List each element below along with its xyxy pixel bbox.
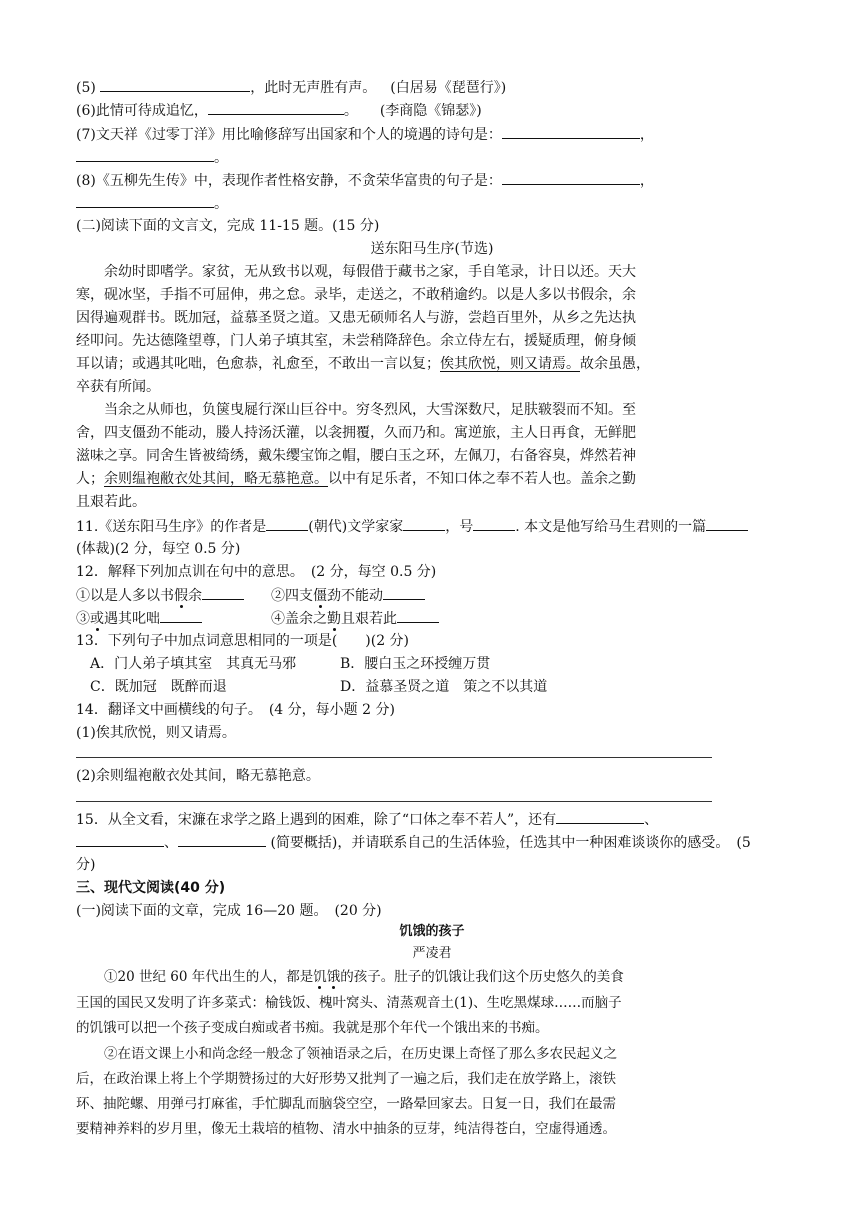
- answer-blank[interactable]: [160, 608, 202, 623]
- section-2-intro: (二)阅读下面的文言文，完成 11-15 题。(15 分): [76, 218, 380, 234]
- question-8: (8)《五柳先生传》中，表现作者性格安静，不贪荣华富贵的句子是： ，: [76, 170, 654, 191]
- answer-blank[interactable]: [473, 516, 515, 531]
- classical-p1-line: 余幼时即嗜学。家贫，无从致书以观，每假借于藏书之家，手自笔录，计日以还。天大: [104, 264, 636, 280]
- classical-p1-line: 寒，砚冰坚，手指不可屈伸，弗之怠。录毕，走送之，不敢稍逾约。以是人多以书假余，余: [76, 287, 636, 303]
- answer-blank[interactable]: [100, 77, 250, 92]
- section-3-heading: 三、现代文阅读(40 分): [76, 880, 226, 896]
- classical-p1-line: 因得遍观群书。既加冠，益慕圣贤之道。又患无硕师名人与游，尝趋百里外，从乡之先达执: [76, 310, 636, 326]
- question-5: (5) ，此时无声胜有声。 (白居易《琵琶行》): [76, 77, 506, 98]
- question-11: 11.《送东阳马生序》的作者是 (朝代)文学家家 ，号 . 本文是他写给马生君则的一篇: [76, 516, 748, 537]
- section-3-intro: (一)阅读下面的文章，完成 16—20 题。 (20 分): [76, 903, 382, 919]
- answer-blank[interactable]: [383, 585, 425, 600]
- underlined-sentence-1: 俟其欣悦，则又请焉。: [440, 356, 580, 372]
- question-7-cont: 。: [76, 147, 228, 168]
- question-11-cont: (体裁)(2 分，每空 0.5 分): [76, 541, 241, 557]
- modern-title: 饥饿的孩子: [399, 924, 465, 939]
- option-a[interactable]: A．门人弟子填其室 其真无马邪: [90, 656, 297, 672]
- modern-p2-line: 要精神养料的岁月里，像无土栽培的植物、清水中抽条的豆芽，纯洁得苍白，空虚得通透。: [76, 1121, 616, 1137]
- classical-p2-line: 舍，四支僵劲不能动，媵人持汤沃灌，以衾拥覆，久而乃和。寓逆旅，主人日再食，无鲜肥: [76, 425, 636, 441]
- question-12-item-2: ②四支僵劲不能动: [271, 585, 425, 606]
- question-12-item-1: ①以是人多以书假余: [76, 585, 244, 606]
- answer-blank[interactable]: [178, 832, 266, 847]
- classical-p1-line: 经叩问。先达德隆望尊，门人弟子填其室，未尝稍降辞色。余立侍左右，援疑质理，俯身倾: [76, 333, 636, 349]
- question-6: (6)此情可待成追忆， 。 (李商隐《锦瑟》): [76, 100, 482, 121]
- answer-line[interactable]: [76, 801, 712, 802]
- question-15-cont: 、 (简要概括)，并请联系自己的生活体验，任选其中一种困难谈谈你的感受。 (5: [76, 832, 751, 853]
- answer-blank[interactable]: [706, 516, 748, 531]
- question-14: 14．翻译文中画横线的句子。 (4 分，每小题 2 分): [76, 702, 395, 718]
- answer-blank[interactable]: [76, 147, 214, 162]
- classical-p1-line: 耳以请；或遇其叱咄，色愈恭，礼愈至，不敢出一言以复；俟其欣悦，则又请焉。故余虽愚，: [76, 356, 650, 372]
- answer-blank[interactable]: [403, 516, 445, 531]
- question-15-cont: 分): [76, 857, 96, 873]
- classical-p2-line: 滋味之享。同舍生皆被绮绣，戴朱缨宝饰之帽，腰白玉之环，左佩刀，右备容臭，烨然若神: [76, 448, 636, 464]
- answer-blank[interactable]: [556, 809, 644, 824]
- answer-blank[interactable]: [76, 832, 164, 847]
- option-d[interactable]: D．益慕圣贤之道 策之不以其道: [340, 679, 548, 695]
- question-12-item-3: ③或遇其叱咄: [76, 608, 202, 629]
- classical-p2-line: 当余之从师也，负箧曳屣行深山巨谷中。穷冬烈风，大雪深数尺，足肤皲裂而不知。至: [104, 402, 636, 418]
- answer-blank[interactable]: [502, 124, 640, 139]
- modern-p2-line: 环、抽陀螺、用弹弓打麻雀，手忙脚乱而脑袋空空，一路晕回家去。日复一日，我们在最需: [76, 1096, 616, 1112]
- question-14-2: (2)余则缊袍敝衣处其间，略无慕艳意。: [76, 768, 320, 784]
- question-12-item-4: ④盖余之勤且艰若此: [271, 608, 439, 629]
- answer-blank[interactable]: [202, 585, 244, 600]
- answer-blank[interactable]: [208, 100, 344, 115]
- option-b[interactable]: B．腰白玉之环授缠万贯: [340, 656, 491, 672]
- question-14-1: (1)俟其欣悦，则又请焉。: [76, 725, 236, 741]
- modern-p1-line: 的饥饿可以把一个孩子变成白痴或者书痴。我就是那个年代一个饿出来的书痴。: [76, 1020, 549, 1036]
- classical-p2-line: 人；余则缊袍敝衣处其间，略无慕艳意。以中有足乐者，不知口体之奉不若人也。盖余之勤: [76, 471, 636, 487]
- modern-author: 严凌君: [412, 946, 452, 961]
- question-12: 12．解释下列加点训在句中的意思。 (2 分，每空 0.5 分): [76, 564, 437, 580]
- underlined-sentence-2: 余则缊袍敝衣处其间，略无慕艳意。: [104, 471, 328, 487]
- classical-p1-line: 卒获有所闻。: [76, 379, 160, 395]
- answer-blank[interactable]: [397, 608, 439, 623]
- answer-blank[interactable]: [266, 516, 308, 531]
- question-8-cont: 。: [76, 193, 228, 214]
- answer-blank[interactable]: [502, 170, 640, 185]
- answer-blank[interactable]: [76, 193, 214, 208]
- modern-p2-line: 后，在政治课上将上个学期赞扬过的大好形势又批判了一遍之后，我们走在放学路上，滚铁: [76, 1071, 616, 1087]
- question-15: 15．从全文看，宋濂在求学之路上遇到的困难，除了“口体之奉不若人”，还有 、: [76, 809, 658, 830]
- classical-title: 送东阳马生序(节选): [370, 241, 494, 257]
- question-13: 13．下列句子中加点词意思相同的一项是( )(2 分): [76, 633, 410, 649]
- modern-p1-line: 王国的国民又发明了许多菜式：榆钱饭、槐叶窝头、清蒸观音土(1)、生吃黑煤球……而脑子: [76, 995, 622, 1011]
- modern-p1-line: ①20 世纪 60 年代出生的人，都是饥饿的孩子。肚子的饥饿让我们这个历史悠久的美食: [104, 969, 624, 985]
- option-c[interactable]: C．既加冠 既醉而退: [90, 679, 227, 695]
- modern-p2-line: ②在语文课上小和尚念经一般念了领袖语录之后，在历史课上奇怪了那么多农民起义之: [104, 1046, 617, 1062]
- answer-line[interactable]: [76, 757, 712, 758]
- question-7: (7)文天祥《过零丁洋》用比喻修辞写出国家和个人的境遇的诗句是： ，: [76, 124, 654, 145]
- classical-p2-line: 且艰若此。: [76, 494, 146, 510]
